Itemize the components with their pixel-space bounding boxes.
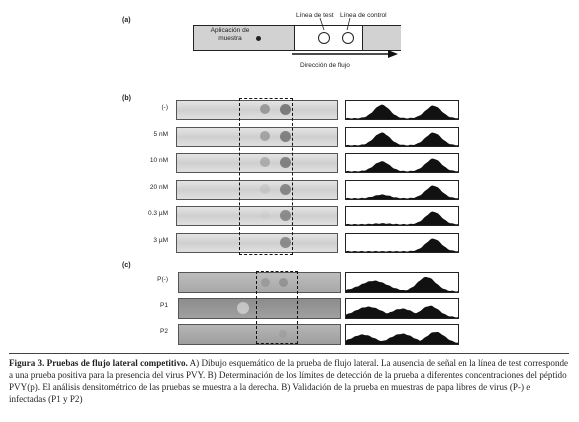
flow-direction-label: Dirección de flujo <box>300 62 350 69</box>
density-profile <box>346 332 458 344</box>
panel-b-densitogram <box>345 180 459 200</box>
panel-c-row-label: P(-) <box>157 276 168 283</box>
panel-b-densitogram <box>345 233 459 253</box>
density-profile <box>346 105 458 120</box>
panel-c-row-label: P1 <box>160 302 168 309</box>
signal-spot <box>237 302 249 314</box>
test-line-label: Línea de test <box>296 12 334 19</box>
density-profile <box>346 132 458 146</box>
test-line-circle-icon <box>318 32 330 44</box>
caption-body: A) Dibujo esquemático de la prueba de flujo lateral. La ausencia de señal en la línea de test corresponde a una prueba positiva para la presencia del virus PVY. B) Determinación de los límites de detección de la prueba a diferentes concentraciones del péptido PVY(p). El análisis densitométrico de las pruebas se muestra a la derecha. B) Validación de la prueba en muestras de papa libres de virus (P-) e infectadas (P1 y P2) <box>9 358 569 404</box>
panel-b-row-label: 10 nM <box>149 157 168 164</box>
control-line-circle-icon <box>342 32 354 44</box>
figure-caption <box>9 357 569 405</box>
panel-b-densitogram <box>345 153 459 173</box>
application-label: Aplicación de muestra <box>210 27 250 42</box>
panel-b-row-label: (-) <box>161 104 168 111</box>
flow-arrow-icon <box>290 49 400 59</box>
density-profile <box>346 212 458 226</box>
caption-title: Figura 3. Pruebas de flujo lateral competitivo. <box>9 358 188 368</box>
panel-c-densitogram <box>345 272 459 293</box>
panel-b-row-label: 0.3 µM <box>147 210 168 217</box>
panel-b-dashed-box <box>239 98 293 255</box>
panel-b-densitogram <box>345 206 459 226</box>
label-leader-lines <box>290 10 370 30</box>
panel-b-row-label: 3 µM <box>153 236 168 244</box>
panel-c-densitogram <box>345 298 459 319</box>
density-profile <box>346 159 458 173</box>
panel-b-densitogram <box>345 100 459 120</box>
density-profile <box>346 306 458 318</box>
caption-rule <box>9 353 569 354</box>
control-line-label: Línea de control <box>340 12 387 19</box>
panel-b-label: (b) <box>122 95 131 102</box>
panel-b-row-label: 20 nM <box>149 183 168 191</box>
panel-c-dashed-box <box>256 271 298 344</box>
panel-c-label: (c) <box>122 262 131 269</box>
panel-b-densitogram <box>345 127 459 147</box>
density-profile <box>346 238 458 252</box>
density-profile <box>346 185 458 199</box>
panel-c-densitogram <box>345 324 459 345</box>
panel-a-label: (a) <box>122 17 131 24</box>
panel-b-row-label: 5 nM <box>153 130 168 138</box>
panel-c-row-label: P2 <box>160 328 168 335</box>
density-profile <box>346 277 458 292</box>
